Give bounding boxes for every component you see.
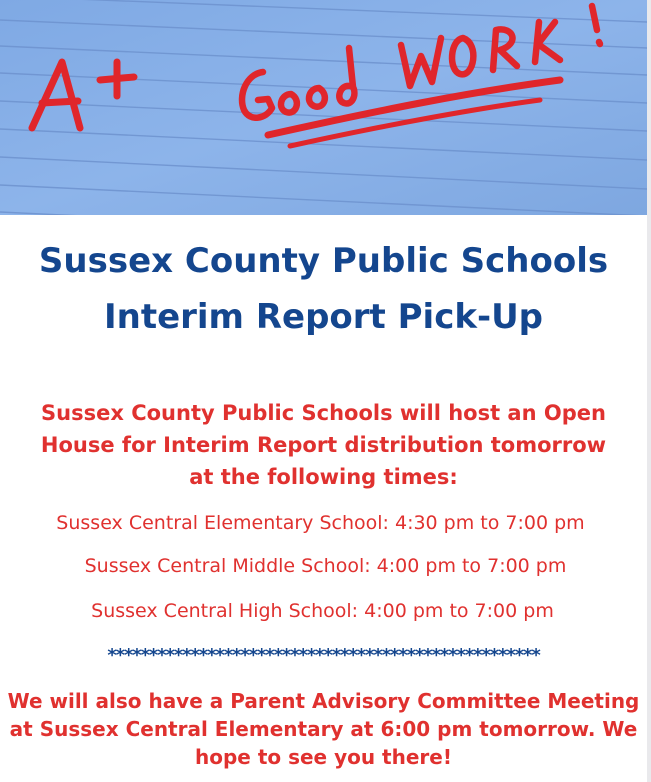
page-title-line2: Interim Report Pick-Up xyxy=(103,297,544,337)
asterisk-divider: **************************************************** xyxy=(107,645,540,666)
schedule-middle: Sussex Central Middle School: 4:00 pm to 7:00 pm xyxy=(84,555,567,577)
closing-message xyxy=(0,687,647,771)
page-edge xyxy=(647,0,651,782)
intro-line1: Sussex County Public Schools will host an Open xyxy=(41,401,606,425)
schedule-high: Sussex Central High School: 4:00 pm to 7:00 pm xyxy=(91,600,554,622)
closing-line1: We will also have a Parent Advisory Committee Meeting xyxy=(7,689,640,713)
hero-image xyxy=(0,0,647,215)
intro-line2: House for Interim Report distribution tomorrow xyxy=(40,433,607,457)
announcement-intro xyxy=(0,397,647,493)
closing-line3: hope to see you there! xyxy=(195,745,452,769)
closing-line2: at Sussex Central Elementary at 6:00 pm tomorrow. We xyxy=(9,717,638,741)
graded-paper-illustration xyxy=(0,0,647,215)
intro-line3: at the following times: xyxy=(189,465,458,489)
page-title-line1: Sussex County Public Schools xyxy=(38,241,609,281)
schedule-elementary: Sussex Central Elementary School: 4:30 pm to 7:00 pm xyxy=(56,512,585,534)
